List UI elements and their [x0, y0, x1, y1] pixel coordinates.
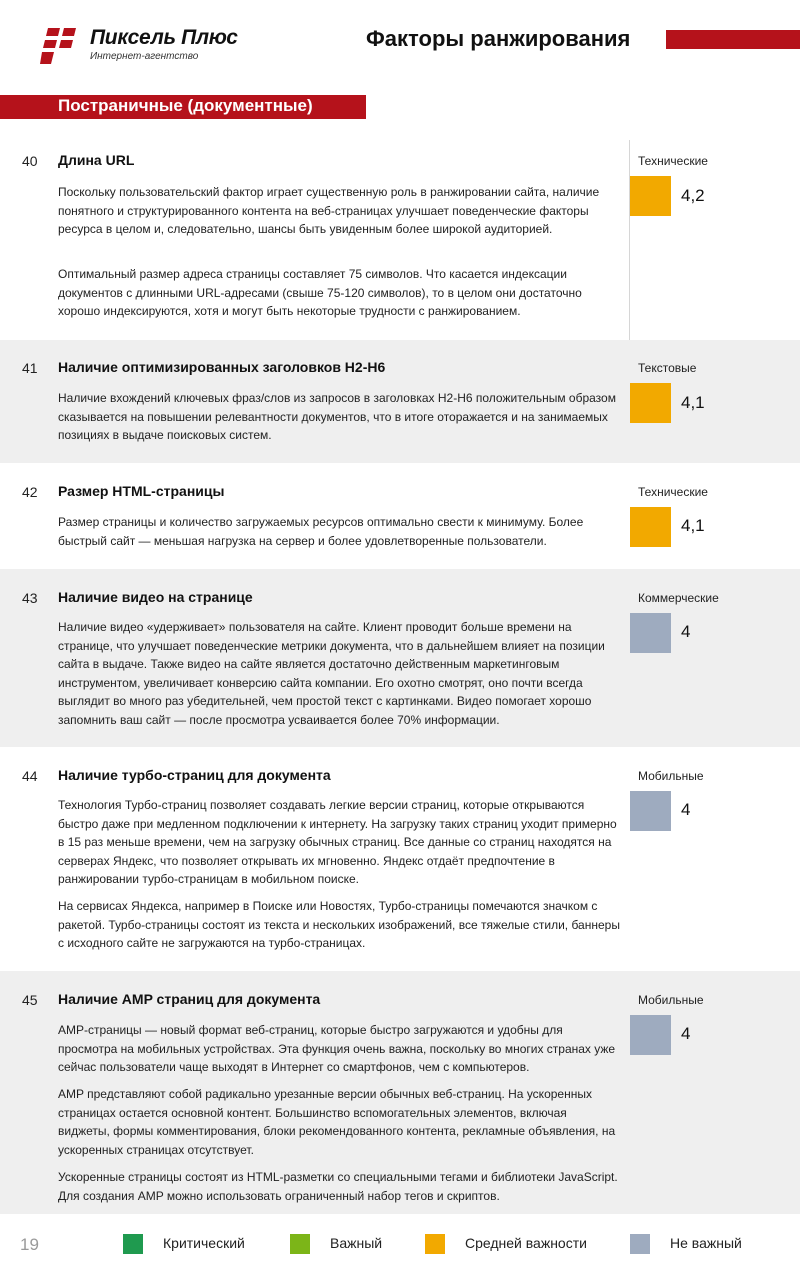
factor-number: 42	[22, 484, 38, 500]
legend-swatch-not-important	[630, 1234, 650, 1254]
factor-row	[0, 747, 800, 971]
importance-swatch	[630, 791, 671, 831]
factor-score: 4,1	[681, 516, 705, 535]
factor-number: 40	[22, 153, 38, 169]
factor-row	[0, 140, 800, 340]
factor-category: Текстовые	[638, 361, 697, 375]
legend-label-critical: Критический	[163, 1235, 245, 1251]
factor-description: Оптимальный размер адреса страницы составляет 75 символов. Что касается индексации документов с длинными URL-адресами (свыше 75-120 символов), то в целом они достаточно хорошо индексируются, хотя и могут быть некоторые трудности с ранжированием.	[58, 267, 582, 318]
factor-title: Наличие AMP страниц для документа	[58, 991, 321, 1007]
importance-swatch	[630, 176, 671, 216]
factor-row	[0, 569, 800, 747]
factor-category: Мобильные	[638, 993, 704, 1007]
importance-swatch	[630, 383, 671, 423]
factor-description: AMP-страницы — новый формат веб-страниц, которые быстро загружаются и удобны для просмотра на мобильных устройствах. Эта функция очень важна, поскольку во многих странах уже сейчас пользователи чаще выходят в Интернет со смартфонов, чем с компьютеров.	[58, 1023, 616, 1074]
title-accent-bar	[666, 30, 800, 49]
importance-swatch	[630, 613, 671, 653]
factor-row	[0, 463, 800, 569]
page-header	[0, 0, 800, 90]
brand-subtitle: Интернет-агентство	[90, 51, 199, 62]
legend-label-medium: Средней важности	[465, 1235, 587, 1251]
factor-number: 43	[22, 590, 38, 606]
factor-description: Наличие видео «удерживает» пользователя на сайте. Клиент проводит больше времени на странице, что улучшает поведенческие метрики документа, что в дальнейшем влияет на позиции сайта в выдаче. Также видео на сайте является достаточно действенным маркетинговым инструментом, увеличивает конверсию сайта компании. Его охотно смотрят, оно почти всегда выглядит во много раз убедительней, чем простой текст с картинками. Видео помогает хорошо запомнить ваш сайт — после просмотра усваивается более 70% информации.	[58, 620, 605, 727]
factor-description: AMP представляют собой радикально урезанные версии обычных веб-страниц. На ускоренных страницах остается основной контент. Большинство вспомогательных элементов, включая виджеты, формы комментирования, блоки рекомендованного контента, рекламные объявления, на ускоренных страницах отсутствует.	[58, 1087, 616, 1157]
importance-swatch	[630, 1015, 671, 1055]
page-number: 19	[20, 1235, 39, 1254]
factor-category: Технические	[638, 154, 708, 168]
factor-score: 4,2	[681, 186, 705, 205]
factor-description: Наличие вхождений ключевых фраз/слов из запросов в заголовках H2-H6 положительным образом сказывается на повышении релевантности документов, что в итоге оторажается и на занимаемых позициях в выдаче поисковых систем.	[58, 391, 616, 442]
legend-swatch-medium	[425, 1234, 445, 1254]
importance-swatch	[630, 507, 671, 547]
factor-description: Технология Турбо-страниц позволяет создавать легкие версии страниц, которые открываются быстро даже при медленном подключении к интернету. На загрузку таких страниц уходит примерно в 15 раз меньше времени, чем на загрузку обычных страниц. Все данные со страниц находятся на серверах Яндекс, что позволяет открывать их мгновенно. Яндекс отдаёт предпочтение в ранжировании турбо-страницам в мобильном поиске.	[58, 798, 617, 886]
factor-category: Мобильные	[638, 769, 704, 783]
factor-title: Размер HTML-страницы	[58, 483, 225, 499]
page-title: Факторы ранжирования	[366, 26, 631, 51]
legend-label-not-important: Не важный	[670, 1235, 742, 1251]
factor-title: Наличие оптимизированных заголовков H2-H6	[58, 359, 386, 375]
factor-category: Технические	[638, 485, 708, 499]
factor-number: 41	[22, 360, 38, 376]
factor-score: 4,1	[681, 393, 705, 412]
factor-category: Коммерческие	[638, 591, 719, 605]
factor-number: 44	[22, 768, 38, 784]
factor-score: 4	[681, 622, 691, 641]
factor-description: Поскольку пользовательский фактор играет существенную роль в ранжировании сайта, наличие понятного и структурированного контента на веб-страницах улучшает поведенческие факторы ресурса в целом и, следовательно, шансы быть увиденным более широкой аудиторией.	[58, 185, 600, 236]
factor-title: Наличие видео на странице	[58, 589, 253, 605]
column-divider	[629, 140, 630, 340]
factor-row	[0, 340, 800, 463]
factor-description: Размер страницы и количество загружаемых ресурсов оптимально свести к минимуму. Более быстрый сайт — меньшая нагрузка на сервер и более удовлетворенные пользователи.	[58, 515, 584, 548]
factor-title: Длина URL	[58, 152, 135, 168]
legend-swatch-critical	[123, 1234, 143, 1254]
pixel-plus-logo-icon	[40, 26, 76, 66]
factor-number: 45	[22, 992, 38, 1008]
factor-description: Ускоренные страницы состоят из HTML-разметки со специальными тегами и библиотеки JavaScript. Для создания AMP можно использовать ограниченный набор тегов и скриптов.	[58, 1170, 618, 1203]
factor-title: Наличие турбо-страниц для документа	[58, 767, 331, 783]
factor-row	[0, 971, 800, 1214]
legend-label-important: Важный	[330, 1235, 383, 1251]
brand-name: Пиксель Плюс	[90, 26, 238, 49]
section-label: Постраничные (документные)	[58, 96, 313, 115]
factor-score: 4	[681, 1024, 691, 1043]
legend-swatch-important	[290, 1234, 310, 1254]
factor-description: На сервисах Яндекса, например в Поиске или Новостях, Турбо-страницы помечаются значком с ракетой. Турбо-страницы состоят из текста и нескольких изображений, все тяжелые стили, баннеры с исходного сайте не загружаются на турбо-страницах.	[58, 899, 620, 950]
factor-score: 4	[681, 800, 691, 819]
